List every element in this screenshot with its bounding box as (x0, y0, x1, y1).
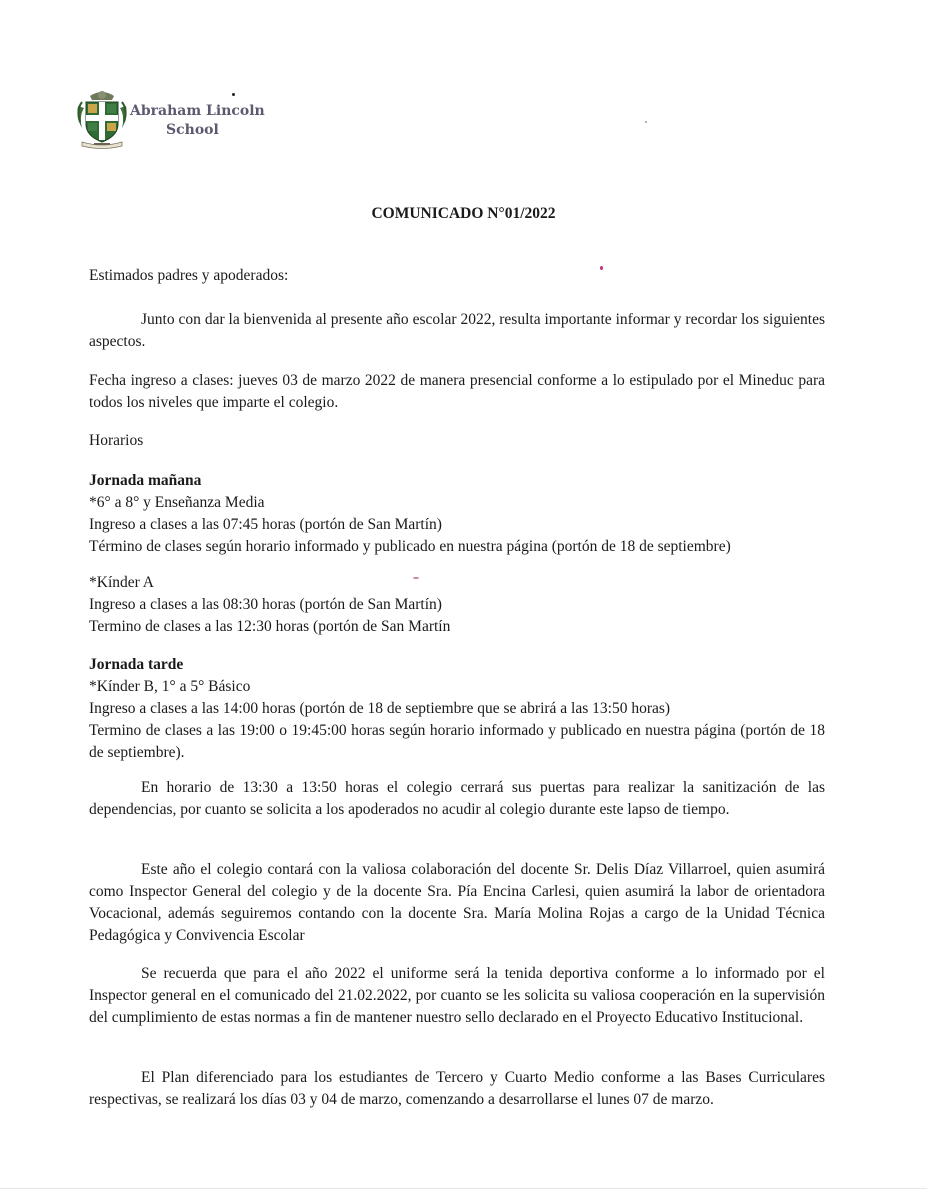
school-name-line2: School (166, 122, 219, 138)
afternoon-section (89, 654, 825, 720)
morning-group1-entry: Ingreso a clases a las 07:45 horas (portón de San Martín) (89, 516, 442, 533)
afternoon-group: *Kínder B, 1° a 5° Básico (89, 678, 251, 695)
morning-group2: *Kínder A (89, 574, 155, 591)
school-name (130, 102, 270, 140)
scan-edge (0, 1188, 927, 1189)
document-title: COMUNICADO N°01/2022 (371, 205, 556, 222)
greeting: Estimados padres y apoderados: (89, 267, 289, 284)
uniform-paragraph: Se recuerda que para el año 2022 el uniforme será la tenida deportiva conforme a lo informado por el Inspector general en el comunicado del 21.02.2022, por cuanto se les solicita su valiosa cooperación en la supervisión del cumplimiento de estas normas a fin de mantener nuestro sello declarado en el Proyecto Educativo Institucional. (89, 965, 825, 1026)
morning-group2-exit: Termino de clases a las 12:30 horas (portón de San Martín (89, 618, 451, 635)
scan-speck (232, 93, 235, 96)
afternoon-exit: Termino de clases a las 19:00 o 19:45:00 horas según horario informado y publicado en nuestra página (portón de 18 de septiembre). (89, 722, 825, 761)
school-logo (76, 88, 266, 150)
plan-paragraph: El Plan diferenciado para los estudiantes de Tercero y Cuarto Medio conforme a las Bases Curriculares respectivas, se realizará los días 03 y 04 de marzo, comenzando a desarrollarse el lunes 07 de marzo. (89, 1069, 825, 1108)
afternoon-entry: Ingreso a clases a las 14:00 horas (portón de 18 de septiembre que se abrirá a las 13:50 horas) (89, 700, 671, 717)
morning-section (89, 470, 825, 558)
start-date-paragraph: Fecha ingreso a clases: jueves 03 de marzo 2022 de manera presencial conforme a lo estipulado por el Mineduc para todos los niveles que imparte el colegio. (89, 372, 825, 411)
kinder-a-section (89, 572, 825, 638)
scan-speck (645, 121, 647, 123)
staff-paragraph: Este año el colegio contará con la valiosa colaboración del docente Sr. Delis Díaz Villarroel, quien asumirá como Inspector General del colegio y de la docente Sra. Pía Encina Carlesi, quien asumirá la labor de orientadora Vocacional, además seguiremos contando con la docente Sra. María Molina Rojas a cargo de la Unidad Técnica Pedagógica y Convivencia Escolar (89, 861, 825, 944)
intro-paragraph: Junto con dar la bienvenida al presente año escolar 2022, resulta importante informar y recordar los siguientes aspectos. (89, 311, 825, 350)
sanitization-paragraph: En horario de 13:30 a 13:50 horas el colegio cerrará sus puertas para realizar la sanitización de las dependencias, por cuanto se solicita a los apoderados no acudir al colegio durante este lapso de tiempo. (89, 779, 825, 818)
morning-heading: Jornada mañana (89, 472, 202, 489)
scan-speck (413, 577, 419, 579)
scan-speck (600, 266, 603, 270)
school-name-line1: Abraham Lincoln (130, 103, 265, 119)
morning-group2-entry: Ingreso a clases a las 08:30 horas (portón de San Martín) (89, 596, 442, 613)
morning-group1-exit: Término de clases según horario informado y publicado en nuestra página (portón de 18 de septiembre) (89, 538, 731, 555)
schedules-label: Horarios (89, 432, 144, 449)
school-crest-icon (76, 88, 128, 150)
morning-group1: *6° a 8° y Enseñanza Media (89, 494, 265, 511)
afternoon-heading: Jornada tarde (89, 656, 184, 673)
